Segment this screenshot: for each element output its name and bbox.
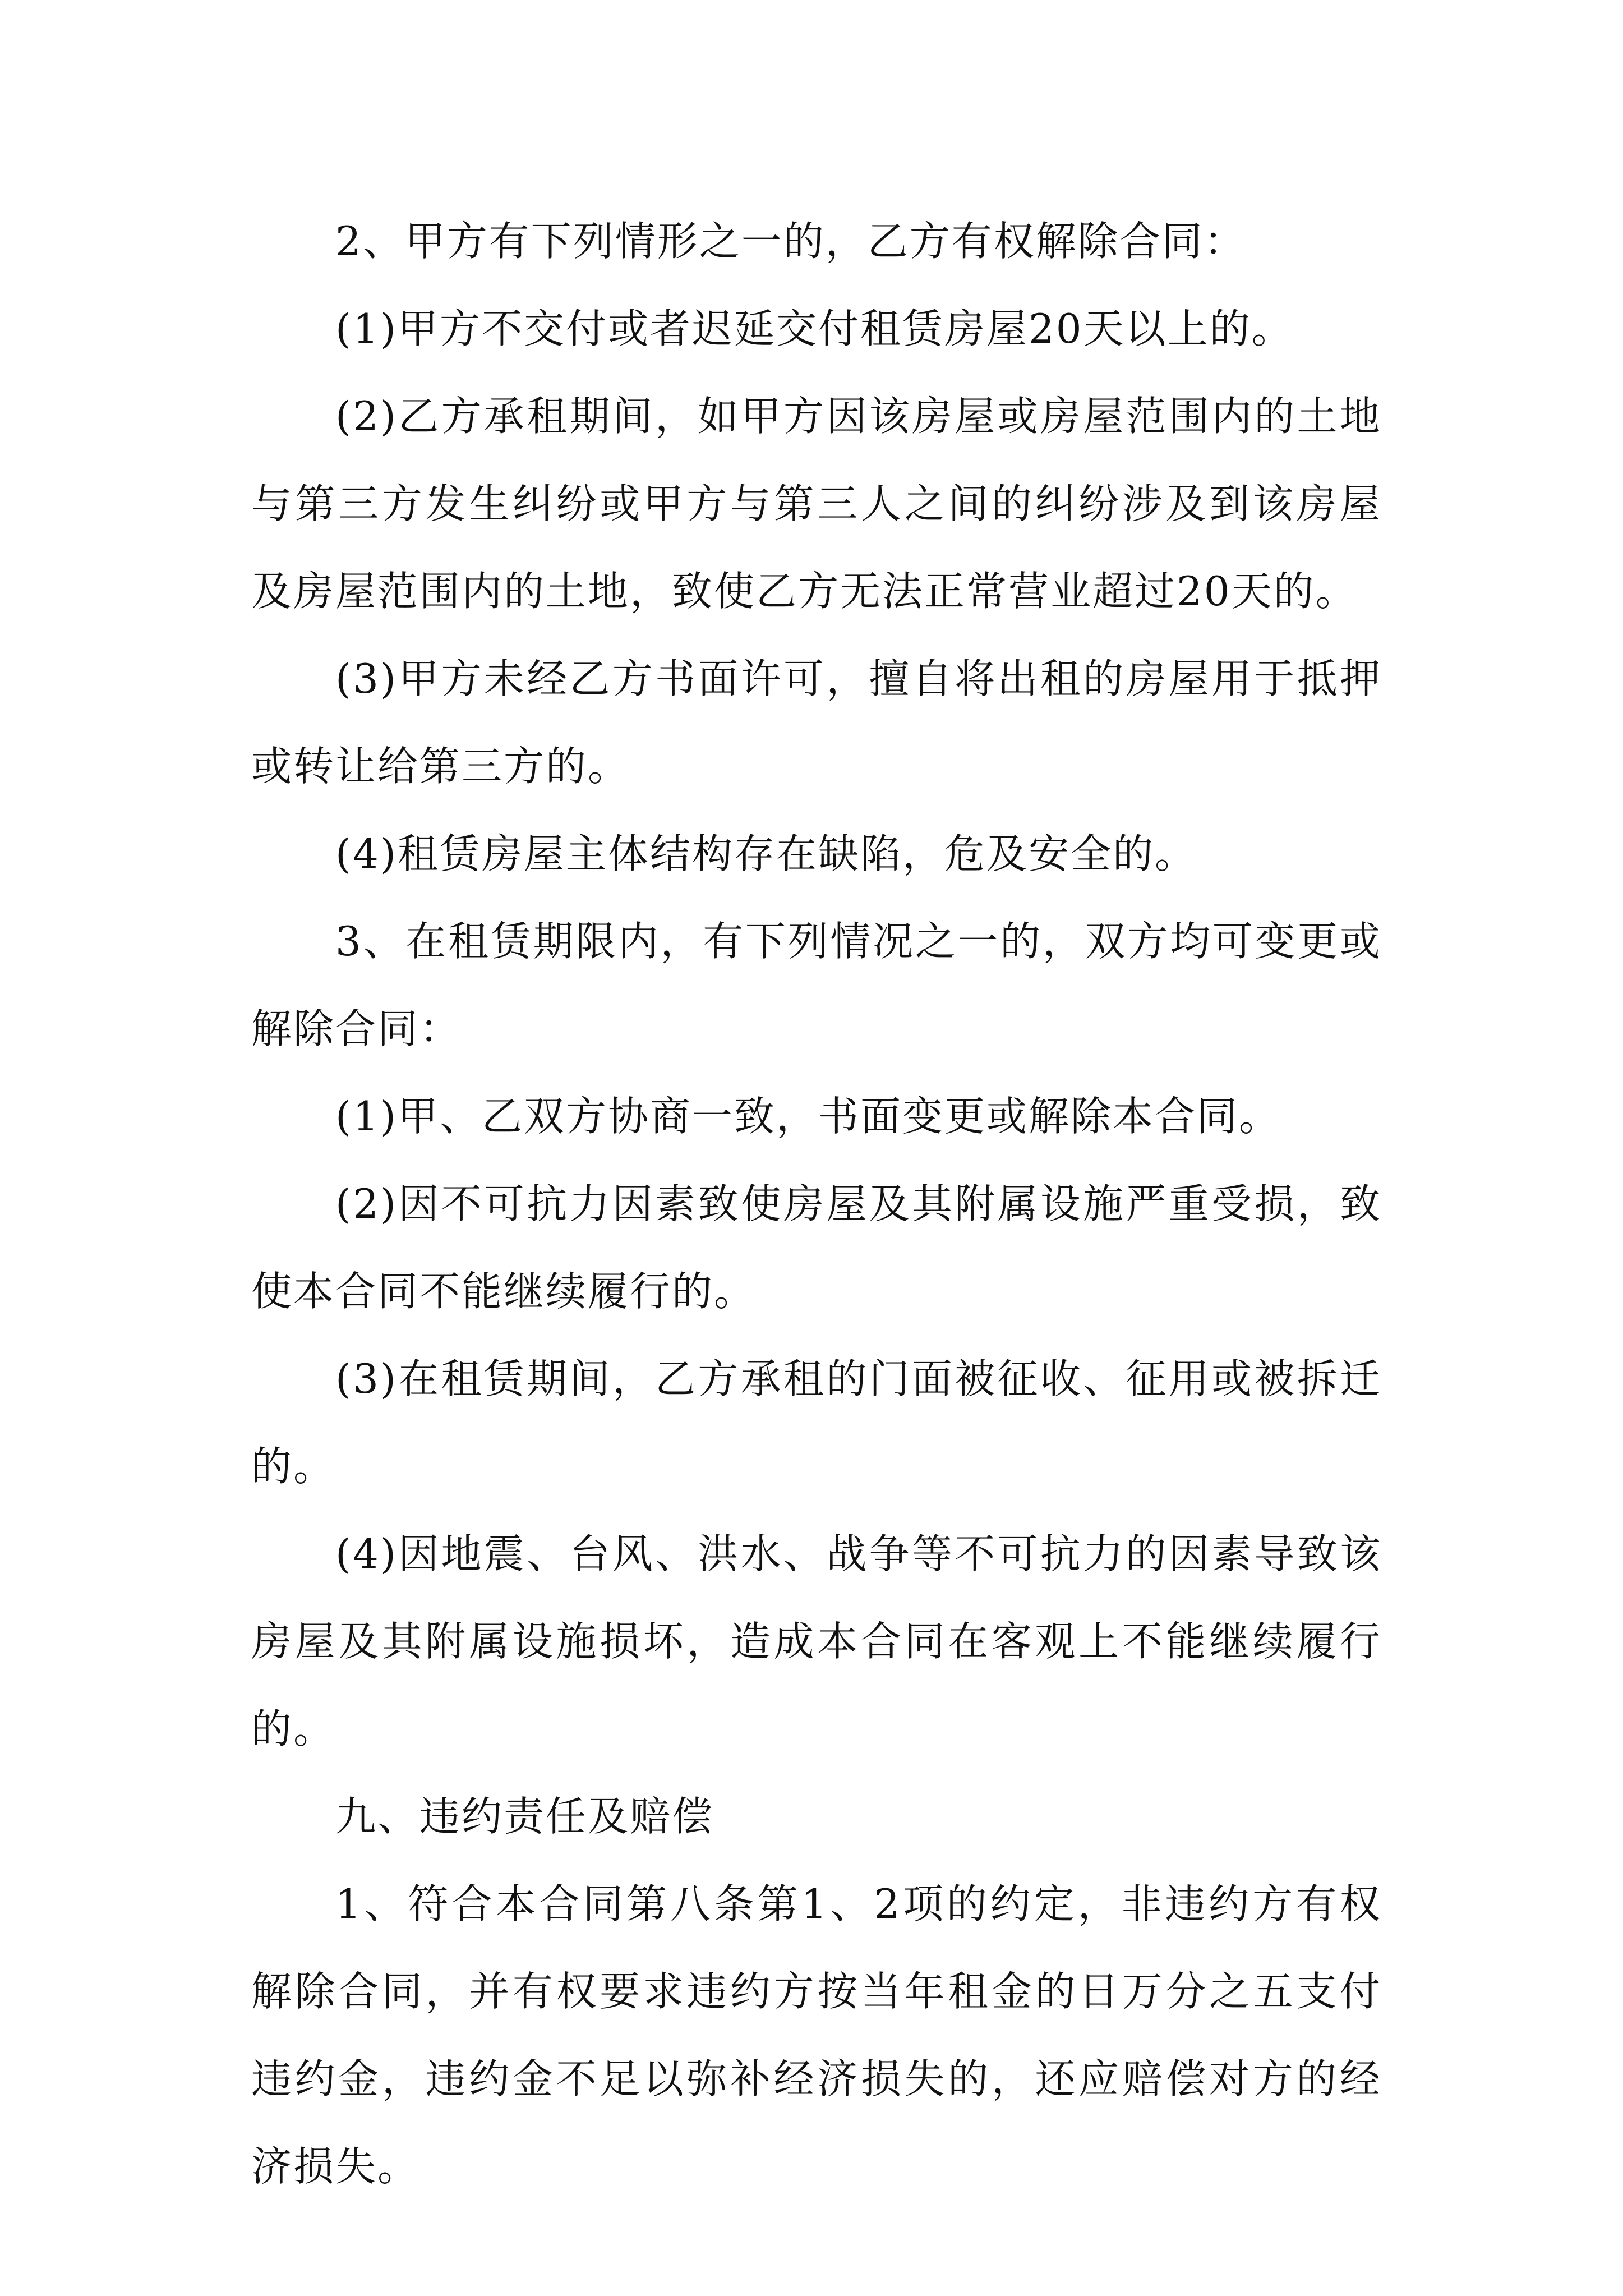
section-heading: 九、违约责任及赔偿: [335, 1793, 714, 1840]
clause-paragraph: (2)因不可抗力因素致使房屋及其附属设施严重受损，致使本合同不能继续履行的。: [251, 1180, 1382, 1315]
clause-paragraph: (4)租赁房屋主体结构存在缺陷，危及安全的。: [335, 830, 1197, 877]
document-body: [251, 197, 1382, 2210]
clause-paragraph: (4)因地震、台风、洪水、战争等不可抗力的因素导致该房屋及其附属设施损坏，造成本合同在客观上不能继续履行的。: [251, 1530, 1382, 1752]
clause-paragraph: (3)甲方未经乙方书面许可，擅自将出租的房屋用于抵押或转让给第三方的。: [251, 655, 1382, 790]
clause-paragraph: 3、在租赁期限内，有下列情况之一的，双方均可变更或解除合同：: [251, 918, 1382, 1052]
clause-paragraph: 2、甲方有下列情形之一的，乙方有权解除合同：: [335, 218, 1246, 265]
clause-paragraph: (3)在租赁期间，乙方承租的门面被征收、征用或被拆迁的。: [251, 1355, 1382, 1490]
clause-paragraph: (1)甲、乙双方协商一致，书面变更或解除本合同。: [335, 1093, 1281, 1140]
clause-paragraph: (1)甲方不交付或者迟延交付租赁房屋20天以上的。: [335, 305, 1294, 352]
clause-paragraph: (2)乙方承租期间，如甲方因该房屋或房屋范围内的土地与第三方发生纠纷或甲方与第三人之间的纠纷涉及到该房屋及房屋范围内的土地，致使乙方无法正常营业超过20天的。: [251, 393, 1382, 615]
clause-paragraph: 1、符合本合同第八条第1、2项的约定，非违约方有权解除合同，并有权要求违约方按当年租金的日万分之五支付违约金，违约金不足以弥补经济损失的，还应赔偿对方的经济损失。: [251, 1880, 1382, 2190]
